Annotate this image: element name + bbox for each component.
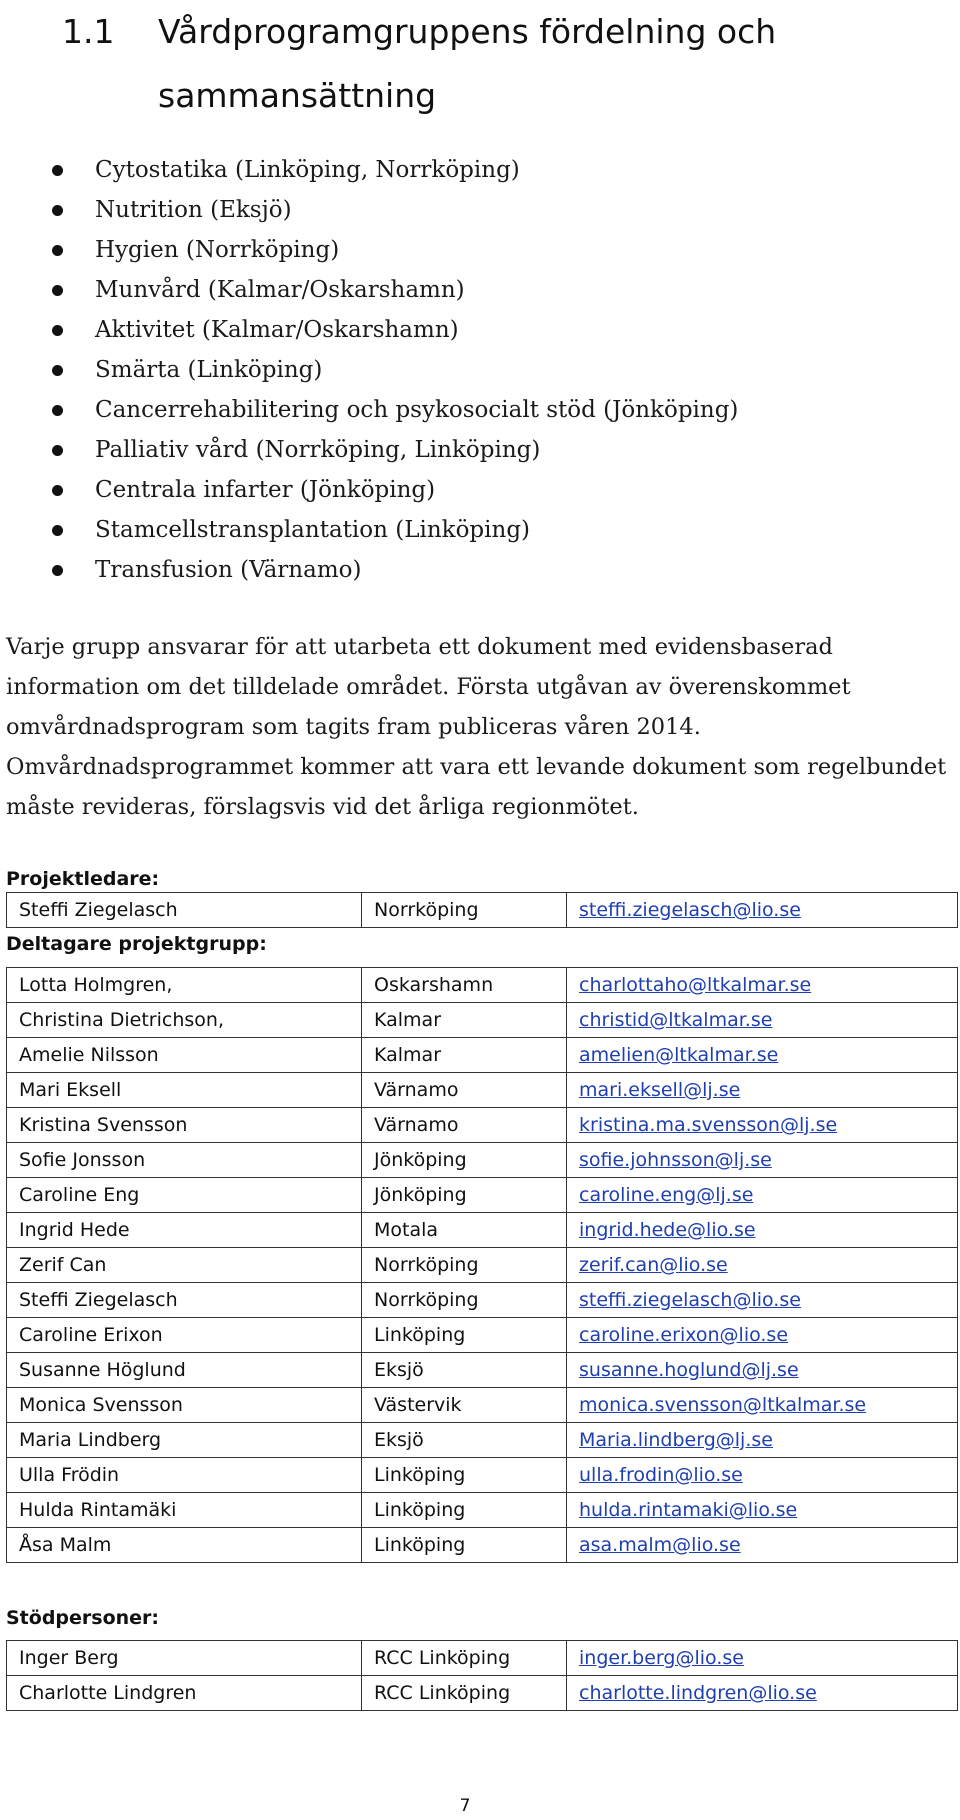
contact-email-cell: [567, 1178, 958, 1213]
topic-list: [0, 150, 738, 590]
list-item: [0, 230, 738, 270]
contact-city: Linköping: [362, 1318, 567, 1353]
contact-email-cell: [567, 1353, 958, 1388]
list-item: [0, 150, 738, 190]
group-table: [6, 967, 958, 1563]
list-item: [0, 350, 738, 390]
contact-city: Värnamo: [362, 1108, 567, 1143]
list-item-text: Cancerrehabilitering och psykosocialt stöd (Jönköping): [95, 397, 739, 423]
contact-city: Värnamo: [362, 1073, 567, 1108]
table-row: [7, 1283, 958, 1318]
bullet-dot-icon: [52, 165, 63, 176]
page-number: 7: [459, 1796, 471, 1816]
email-link[interactable]: caroline.eng@lj.se: [579, 1184, 754, 1206]
table-row: [7, 1248, 958, 1283]
contact-name: Ingrid Hede: [7, 1213, 362, 1248]
table-row: [7, 1178, 958, 1213]
contact-email-cell: [567, 1641, 958, 1676]
table-row: [7, 1641, 958, 1676]
contact-name: Lotta Holmgren,: [7, 968, 362, 1003]
contact-email-cell: [567, 1073, 958, 1108]
section-heading: [62, 0, 942, 128]
list-item: [0, 270, 738, 310]
contact-name: Sofie Jonsson: [7, 1143, 362, 1178]
table-row: [7, 893, 958, 928]
support-label: Stödpersoner:: [6, 1607, 160, 1629]
body-paragraph: Varje grupp ansvarar för att utarbeta ett dokument med evidensbaserad information om det tilldelade området. Första utgåvan av överenskommet omvårdnadsprogram som tagits fram publiceras våren 2014. Omvårdnadsprogrammet kommer att vara ett levande dokument som regelbundet måste revideras, förslagsvis vid det årliga regionmötet.: [6, 634, 947, 820]
leader-label: Projektledare:: [6, 868, 160, 890]
table-row: [7, 1388, 958, 1423]
list-item-text: Cytostatika (Linköping, Norrköping): [95, 157, 520, 183]
list-item: [0, 550, 738, 590]
table-row: [7, 1423, 958, 1458]
table-row: [7, 1108, 958, 1143]
contact-city: Norrköping: [362, 893, 567, 928]
bullet-dot-icon: [52, 565, 63, 576]
heading-line-1: Vårdprogramgruppens fördelning och: [158, 12, 777, 51]
email-link[interactable]: steffi.ziegelasch@lio.se: [579, 899, 801, 921]
table-row: [7, 1353, 958, 1388]
email-link[interactable]: zerif.can@lio.se: [579, 1254, 728, 1276]
table-row: [7, 1038, 958, 1073]
contact-city: Norrköping: [362, 1283, 567, 1318]
contact-email-cell: [567, 1528, 958, 1563]
email-link[interactable]: amelien@ltkalmar.se: [579, 1044, 779, 1066]
contact-name: Mari Eksell: [7, 1073, 362, 1108]
contact-city: Linköping: [362, 1493, 567, 1528]
contact-city: Norrköping: [362, 1248, 567, 1283]
contact-email-cell: [567, 1003, 958, 1038]
contact-name: Maria Lindberg: [7, 1423, 362, 1458]
contact-name: Christina Dietrichson,: [7, 1003, 362, 1038]
contact-city: Jönköping: [362, 1178, 567, 1213]
contact-city: Jönköping: [362, 1143, 567, 1178]
list-item-text: Hygien (Norrköping): [95, 237, 340, 263]
support-table: [6, 1640, 958, 1711]
email-link[interactable]: Maria.lindberg@lj.se: [579, 1429, 773, 1451]
contact-email-cell: [567, 1108, 958, 1143]
list-item: [0, 310, 738, 350]
contact-name: Hulda Rintamäki: [7, 1493, 362, 1528]
contact-email-cell: [567, 1038, 958, 1073]
contact-city: RCC Linköping: [362, 1676, 567, 1711]
contact-city: Oskarshamn: [362, 968, 567, 1003]
bullet-dot-icon: [52, 525, 63, 536]
contact-name: Åsa Malm: [7, 1528, 362, 1563]
bullet-dot-icon: [52, 205, 63, 216]
list-item: [0, 190, 738, 230]
table-row: [7, 1213, 958, 1248]
email-link[interactable]: monica.svensson@ltkalmar.se: [579, 1394, 867, 1416]
email-link[interactable]: steffi.ziegelasch@lio.se: [579, 1289, 801, 1311]
contact-city: Motala: [362, 1213, 567, 1248]
contact-name: Susanne Höglund: [7, 1353, 362, 1388]
table-row: [7, 1676, 958, 1711]
contact-city: Kalmar: [362, 1003, 567, 1038]
bullet-dot-icon: [52, 445, 63, 456]
contact-name: Kristina Svensson: [7, 1108, 362, 1143]
contact-name: Steffi Ziegelasch: [7, 893, 362, 928]
email-link[interactable]: hulda.rintamaki@lio.se: [579, 1499, 798, 1521]
leader-table: [6, 892, 958, 928]
contact-name: Ulla Frödin: [7, 1458, 362, 1493]
contact-email-cell: [567, 1318, 958, 1353]
contact-name: Caroline Erixon: [7, 1318, 362, 1353]
table-row: [7, 1458, 958, 1493]
heading-line-2: sammansättning: [158, 76, 437, 115]
contact-name: Steffi Ziegelasch: [7, 1283, 362, 1318]
table-row: [7, 1528, 958, 1563]
contact-email-cell: [567, 1423, 958, 1458]
table-row: [7, 1143, 958, 1178]
bullet-dot-icon: [52, 325, 63, 336]
email-link[interactable]: inger.berg@lio.se: [579, 1647, 744, 1669]
list-item-text: Aktivitet (Kalmar/Oskarshamn): [95, 317, 459, 343]
email-link[interactable]: sofie.johnsson@lj.se: [579, 1149, 772, 1171]
list-item-text: Smärta (Linköping): [95, 357, 323, 383]
contact-city: Eksjö: [362, 1423, 567, 1458]
contact-email-cell: [567, 1493, 958, 1528]
contact-city: Kalmar: [362, 1038, 567, 1073]
contact-email-cell: [567, 968, 958, 1003]
contact-city: Västervik: [362, 1388, 567, 1423]
email-link[interactable]: susanne.hoglund@lj.se: [579, 1359, 799, 1381]
list-item: [0, 390, 738, 430]
bullet-dot-icon: [52, 245, 63, 256]
table-row: [7, 1003, 958, 1038]
contact-email-cell: [567, 1676, 958, 1711]
list-item: [0, 430, 738, 470]
email-link[interactable]: charlotte.lindgren@lio.se: [579, 1682, 817, 1704]
list-item: [0, 510, 738, 550]
contact-email-cell: [567, 893, 958, 928]
contact-city: Linköping: [362, 1528, 567, 1563]
table-row: [7, 1493, 958, 1528]
table-row: [7, 968, 958, 1003]
list-item-text: Transfusion (Värnamo): [95, 557, 362, 583]
contact-email-cell: [567, 1143, 958, 1178]
bullet-dot-icon: [52, 485, 63, 496]
table-row: [7, 1073, 958, 1108]
list-item-text: Stamcellstransplantation (Linköping): [95, 517, 531, 543]
bullet-dot-icon: [52, 405, 63, 416]
contact-name: Zerif Can: [7, 1248, 362, 1283]
email-link[interactable]: ulla.frodin@lio.se: [579, 1464, 743, 1486]
contact-email-cell: [567, 1458, 958, 1493]
contact-email-cell: [567, 1283, 958, 1318]
contact-name: Caroline Eng: [7, 1178, 362, 1213]
contact-city: Linköping: [362, 1458, 567, 1493]
list-item-text: Palliativ vård (Norrköping, Linköping): [95, 437, 541, 463]
list-item-text: Centrala infarter (Jönköping): [95, 477, 436, 503]
bullet-dot-icon: [52, 365, 63, 376]
table-row: [7, 1318, 958, 1353]
list-item: [0, 470, 738, 510]
contact-email-cell: [567, 1248, 958, 1283]
email-link[interactable]: ingrid.hede@lio.se: [579, 1219, 756, 1241]
email-link[interactable]: kristina.ma.svensson@lj.se: [579, 1114, 838, 1136]
email-link[interactable]: christid@ltkalmar.se: [579, 1009, 773, 1031]
contact-name: Monica Svensson: [7, 1388, 362, 1423]
contact-name: Inger Berg: [7, 1641, 362, 1676]
contact-name: Charlotte Lindgren: [7, 1676, 362, 1711]
bullet-dot-icon: [52, 285, 63, 296]
list-item-text: Nutrition (Eksjö): [95, 197, 292, 223]
group-label: Deltagare projektgrupp:: [6, 933, 267, 955]
section-number: 1.1: [62, 12, 115, 51]
email-link[interactable]: asa.malm@lio.se: [579, 1534, 741, 1556]
contact-city: RCC Linköping: [362, 1641, 567, 1676]
contact-city: Eksjö: [362, 1353, 567, 1388]
contact-email-cell: [567, 1213, 958, 1248]
email-link[interactable]: caroline.erixon@lio.se: [579, 1324, 789, 1346]
contact-name: Amelie Nilsson: [7, 1038, 362, 1073]
email-link[interactable]: mari.eksell@lj.se: [579, 1079, 741, 1101]
email-link[interactable]: charlottaho@ltkalmar.se: [579, 974, 812, 996]
list-item-text: Munvård (Kalmar/Oskarshamn): [95, 277, 465, 303]
contact-email-cell: [567, 1388, 958, 1423]
